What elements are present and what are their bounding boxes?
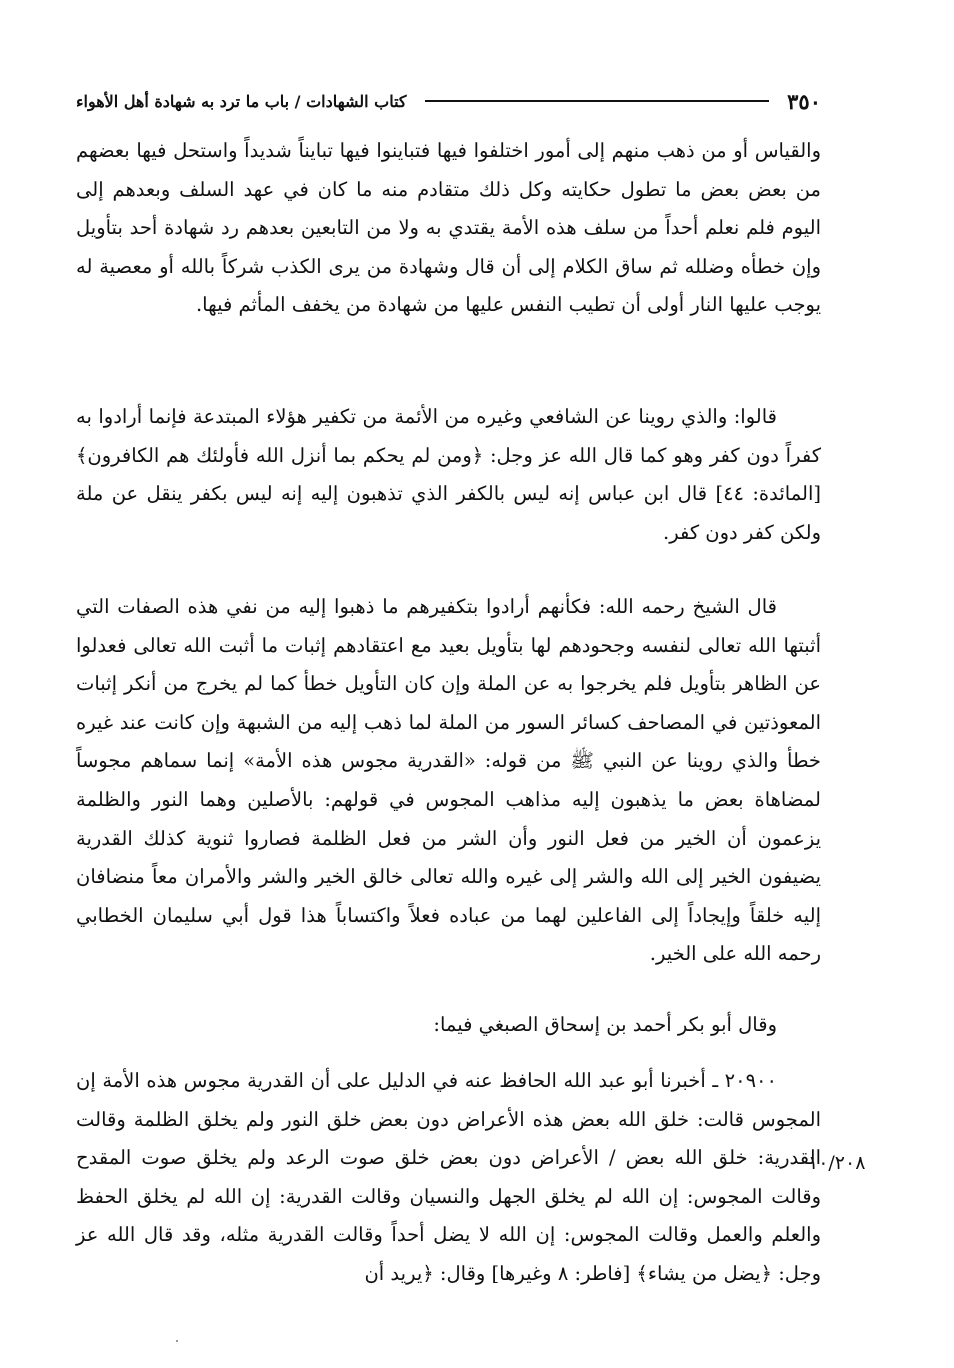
paragraph-qalu: [76, 398, 821, 552]
header-rule: [425, 100, 770, 102]
paragraph-abu-bakr: [76, 1006, 821, 1045]
paragraph-text: قالوا: والذي روينا عن الشافعي وغيره من الأئمة من تكفير هؤلاء المبتدعة فإنما أرادوا به كفراً دون كفر وهو كما قال الله عز وجل: ﴿ومن لم يحكم بما أنزل الله فأولئك هم الكافرون﴾ [المائدة: ٤٤] قال ابن عباس إنه ليس بالكفر الذي تذهبون إليه إنه ليس بكفر ينقل عن ملة ولكن كفر دون كفر.: [76, 405, 821, 544]
paragraph-text: قال الشيخ رحمه الله: فكأنهم أرادوا بتكفيرهم ما ذهبوا إليه من نفي هذه الصفات التي أثبتها الله تعالى لنفسه وجحودهم لها بتأويل بعيد مع اعتقادهم إثبات ما أثبت الله تعالى فعدلوا عن الظاهر بتأويل فلم يخرجوا به عن الملة وإن كان التأويل خطأ كما لم يخرج من أنكر إثبات المعوذتين في المصاحف كسائر السور من الملة لما ذهب إليه من الشبهة وإن كانت عند غيره خطأ والذي روينا عن النبي ﷺ من قوله: «القدرية مجوس هذه الأمة» إنما سماهم مجوساً لمضاهاة بعض ما يذهبون إليه مذاهب المجوس في قولهم: بالأصلين وهما النور والظلمة يزعمون أن الخير من فعل النور وأن الشر من فعل الظلمة فصاروا ثنوية كذلك القدرية يضيفون الخير إلى الله والشر إلى غيره والله تعالى خالق الخير والشر والأمران معاً منضافان إليه خلقاً وإيجاداً إلى الفاعلين لهما من عباده فعلاً واكتساباً هذا قول أبي سليمان الخطابي رحمه الله على الخير.: [76, 595, 821, 966]
paragraph-text: ٢٠٩٠٠ ـ أخبرنا أبو عبد الله الحافظ عنه في الدليل على أن القدرية مجوس هذه الأمة إن المجوس قالت: خلق الله بعض هذه الأعراض دون بعض خلق النور ولم يخلق الظلمة وقالت القدرية: خلق الله بعض / الأعراض دون بعض خلق صوت الرعد ولم يخلق صوت المقدح وقالت المجوس: إن الله لم يخلق الجهل والنسيان وقالت القدرية: إن الله لم يخلق الحفظ والعلم والعمل وقالت المجوس: إن الله لا يضل أحداً وقالت القدرية مثله، وقد قال الله عز وجل: ﴿يضل من يشاء﴾ [فاطر: ٨ وغيرها] وقال: ﴿يريد أن: [76, 1069, 821, 1285]
paragraph-text: والقياس أو من ذهب منهم إلى أمور اختلفوا فيها فتباينوا فيها تبايناً شديداً واستحل فيها بعضهم من بعض بعض ما تطول حكايته وكل ذلك متقادم منه ما كان في عهد السلف وبعدهم إلى اليوم فلم نعلم أحداً من سلف هذه الأمة يقتدي به ولا من التابعين بعدهم رد شهادة أحد بتأويل وإن خطأه وضلله ثم ساق الكلام إلى أن قال وشهادة من يرى الكذب شركاً بالله أو معصية له يوجب عليها النار أولى أن تطيب النفس عليها من شهادة من يخفف المأثم فيها.: [76, 139, 821, 317]
paragraph-sheikh: [76, 588, 821, 974]
paragraph-text: وقال أبو بكر أحمد بن إسحاق الصبغي فيما:: [433, 1013, 777, 1036]
margin-reference: ١٠/٢٠٨: [808, 1152, 866, 1174]
running-title: كتاب الشهادات / باب ما ترد به شهادة أهل الأهواء: [76, 91, 407, 111]
page-header: [76, 84, 821, 118]
page-mark: [176, 1340, 178, 1342]
paragraph-hadith-20900: [76, 1062, 821, 1294]
page-number: ٣٥٠: [787, 88, 821, 114]
paragraph-continuation: [76, 132, 821, 325]
